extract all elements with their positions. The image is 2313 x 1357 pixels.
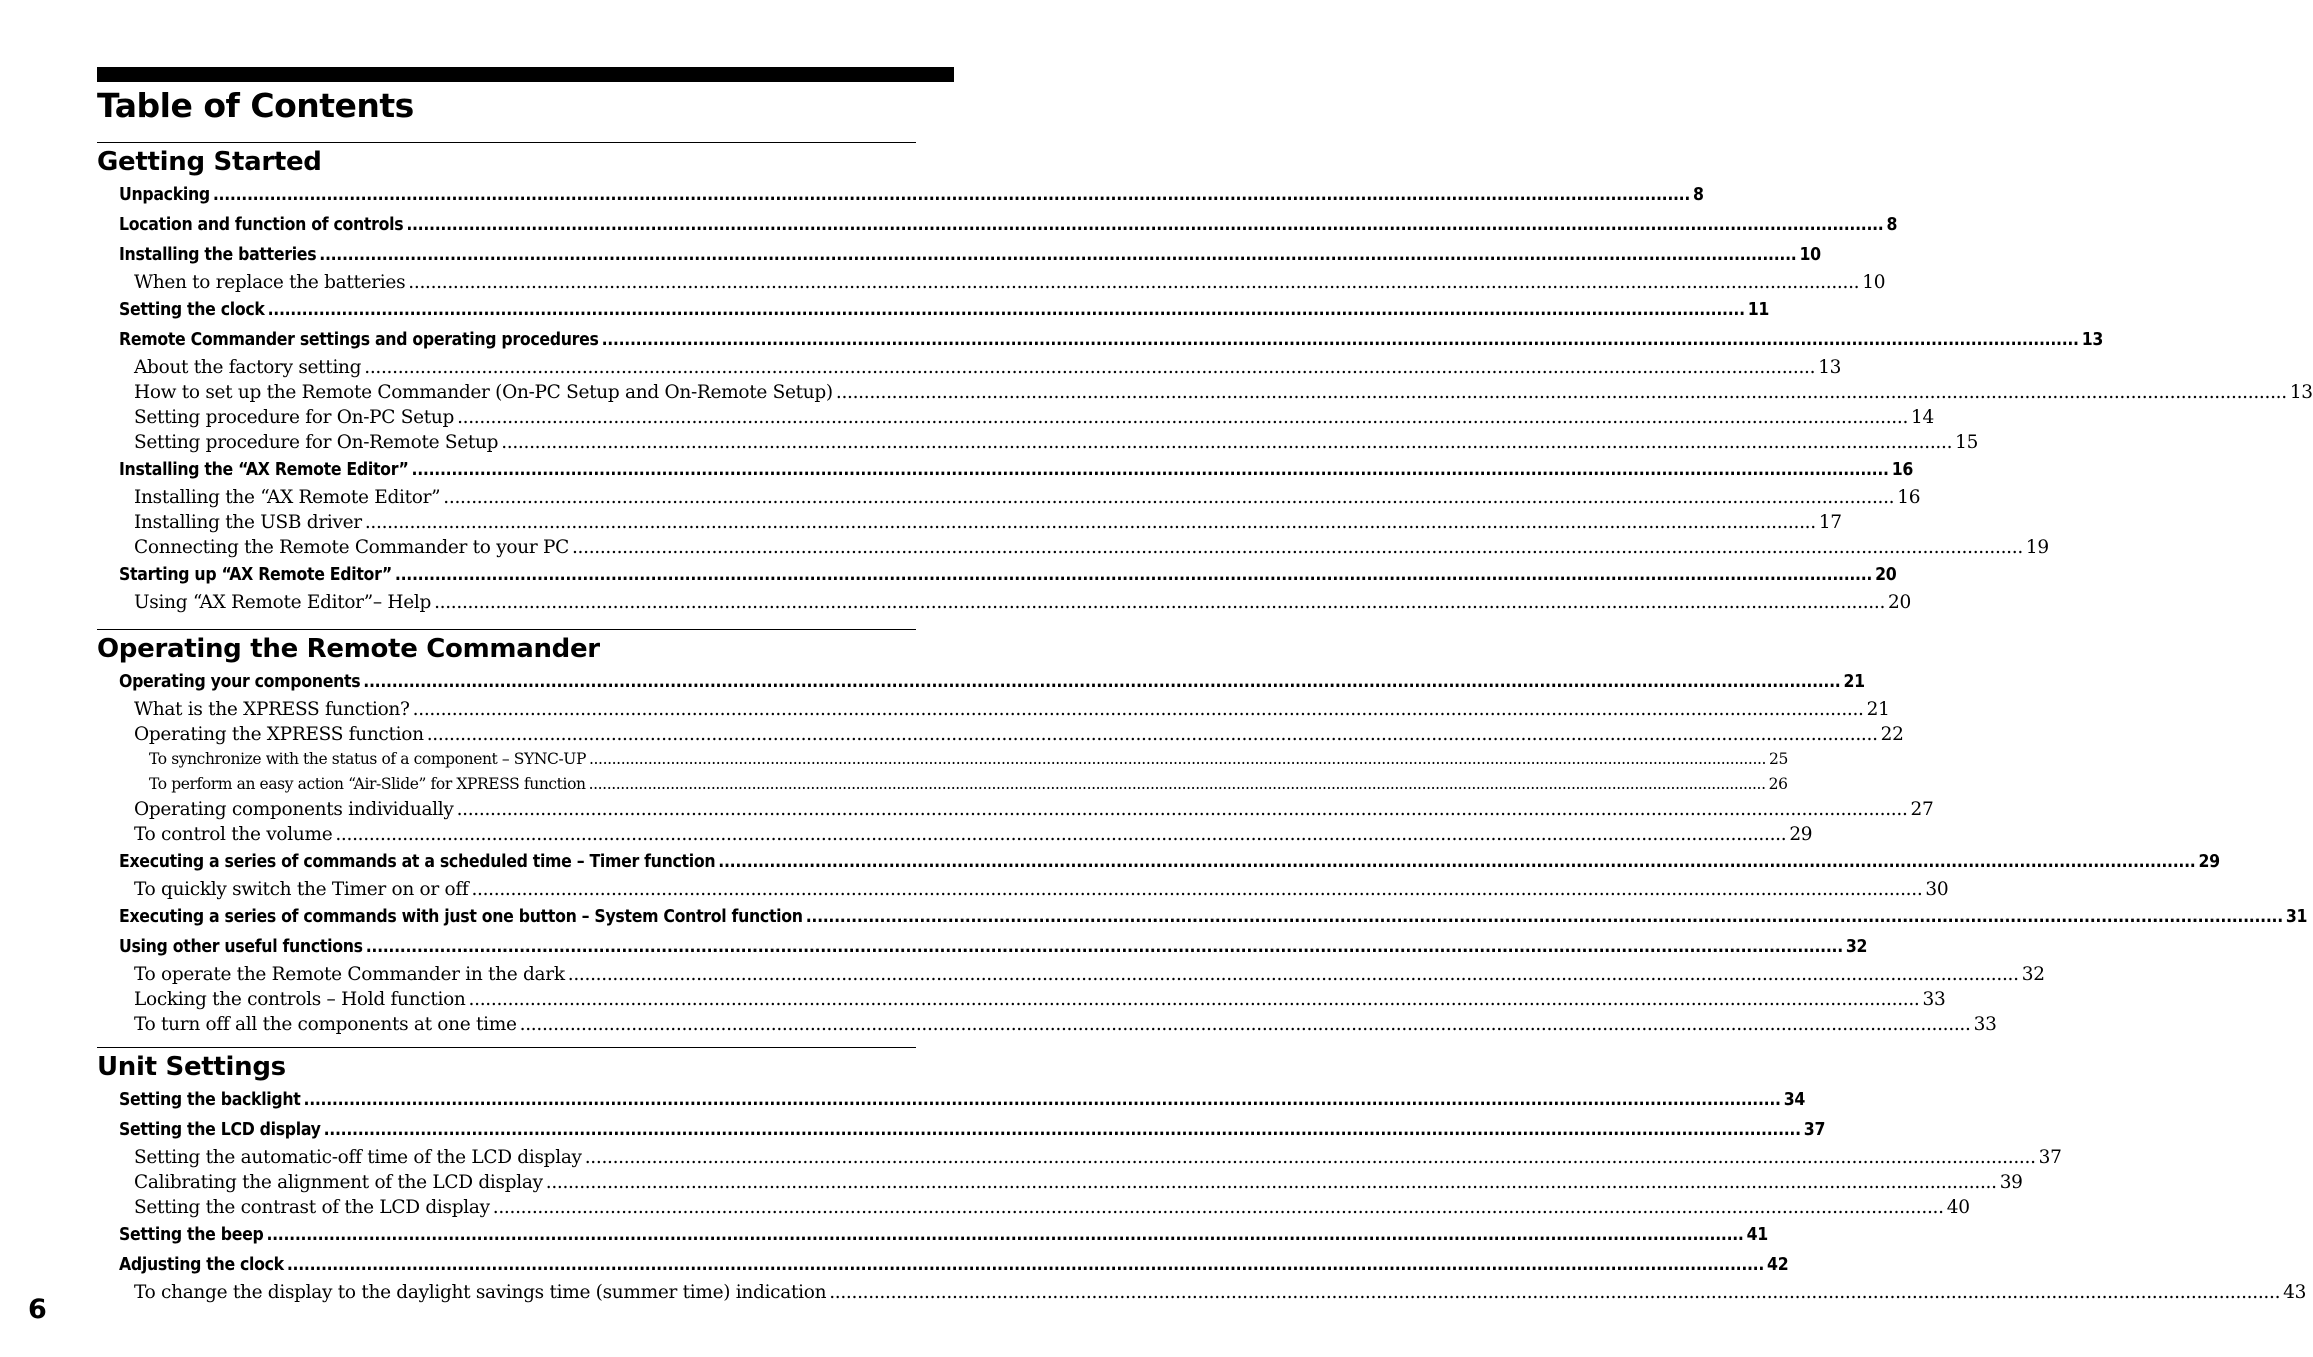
toc-entry-label: To change the display to the daylight savings time (summer time) indication: [134, 1282, 827, 1303]
dot-leader: ....................................................................................................................................................................................................................................................................: [601, 330, 2079, 350]
toc-entry-page: 39: [1999, 1172, 2023, 1193]
dot-leader: ....................................................................................................................................................................................................................................................................: [266, 1225, 1744, 1245]
toc-entry-label: Setting the contrast of the LCD display: [134, 1197, 490, 1218]
toc-entry-level-1: [97, 902, 2308, 932]
toc-entry-page: 16: [1897, 487, 1921, 508]
toc-entry-level-2: [97, 405, 1934, 430]
toc-entry-label: Operating the XPRESS function: [134, 724, 424, 745]
toc-entry-page: 40: [1946, 1197, 1970, 1218]
dot-leader: ....................................................................................................................................................................................................................................................................: [212, 185, 1691, 205]
toc-entry-page: 26: [1768, 775, 1788, 793]
dot-leader: ....................................................................................................................................................................................................................................................................: [323, 1120, 1801, 1140]
toc-entry-level-1: [97, 240, 1821, 270]
toc-entry-label: Connecting the Remote Commander to your PC: [134, 537, 569, 558]
toc-entry-page: 30: [1925, 879, 1949, 900]
toc-entry-page: 8: [1693, 185, 1704, 205]
toc-entry-page: 41: [1746, 1225, 1768, 1245]
toc-entry-page: 10: [1799, 245, 1821, 265]
toc-entry-level-1: [97, 180, 1704, 210]
toc-entry-level-1: [97, 1220, 1768, 1250]
toc-entry-label: To perform an easy action “Air-Slide” for XPRESS function: [149, 775, 586, 793]
toc-entry-page: 21: [1843, 672, 1865, 692]
dot-leader: ....................................................................................................................................................................................................................................................................: [335, 824, 1787, 845]
toc-entry-level-1: [97, 1085, 1806, 1115]
toc-entry-level-3: [97, 747, 1788, 772]
dot-leader: ....................................................................................................................................................................................................................................................................: [835, 382, 2287, 403]
toc-entry-level-2: [97, 590, 1911, 615]
toc-entry-level-1: [97, 667, 1865, 697]
toc-entry-level-1: [97, 210, 1898, 240]
toc-entry-label: Using “AX Remote Editor”– Help: [134, 592, 432, 613]
toc-entry-page: 32: [2021, 964, 2045, 985]
toc-entry-label: Operating your components: [119, 672, 361, 692]
toc-entry-page: 8: [1886, 215, 1898, 235]
toc-entry-level-1: [97, 847, 2220, 877]
toc-entry-label: Using other useful functions: [119, 937, 363, 957]
toc-entry-level-2: [97, 535, 2049, 560]
toc-section-operating-the-remote-commander: [97, 629, 2308, 1037]
dot-leader: ....................................................................................................................................................................................................................................................................: [456, 799, 1908, 820]
dot-leader: ....................................................................................................................................................................................................................................................................: [443, 487, 1895, 508]
toc-entry-page: 14: [1911, 407, 1934, 428]
toc-entry-label: Location and function of controls: [119, 215, 404, 235]
section-title: Getting Started: [97, 147, 322, 177]
toc-entry-label: When to replace the batteries: [134, 272, 406, 293]
toc-entry-label: Executing a series of commands with just one button – System Control function: [119, 907, 803, 927]
dot-leader: ....................................................................................................................................................................................................................................................................: [406, 215, 1884, 235]
toc-entry-label: Installing the “AX Remote Editor”: [119, 460, 409, 480]
dot-leader: ....................................................................................................................................................................................................................................................................: [364, 357, 1816, 378]
toc-entry-level-2: [97, 270, 1886, 295]
toc-entry-level-2: [97, 797, 1934, 822]
toc-entry-label: What is the XPRESS function?: [134, 699, 410, 720]
toc-entry-page: 37: [1803, 1120, 1826, 1140]
dot-leader: ....................................................................................................................................................................................................................................................................: [589, 750, 1767, 768]
toc-entry-label: Starting up “AX Remote Editor”: [119, 565, 392, 585]
dot-leader: ....................................................................................................................................................................................................................................................................: [411, 460, 1889, 480]
toc-entry-level-2: [97, 987, 1946, 1012]
section-divider: [97, 1047, 916, 1048]
toc-entry-level-1: [97, 932, 1868, 962]
toc-entry-level-1: [97, 295, 1770, 325]
section-entries: [97, 1085, 2307, 1305]
toc-entry-label: Unpacking: [119, 185, 210, 205]
section-entries: [97, 180, 2313, 615]
dot-leader: ....................................................................................................................................................................................................................................................................: [365, 937, 1843, 957]
toc-entry-level-2: [97, 355, 1842, 380]
section-title: Unit Settings: [97, 1052, 286, 1082]
section-title: Operating the Remote Commander: [97, 634, 600, 664]
dot-leader: ....................................................................................................................................................................................................................................................................: [303, 1090, 1781, 1110]
toc-entry-page: 31: [2285, 907, 2308, 927]
toc-entry-level-2: [97, 510, 1842, 535]
toc-entry-page: 29: [2198, 852, 2220, 872]
toc-entry-level-2: [97, 430, 1979, 455]
toc-entry-label: Setting the beep: [119, 1225, 264, 1245]
dot-leader: ....................................................................................................................................................................................................................................................................: [519, 1014, 1971, 1035]
toc-entry-page: 25: [1769, 750, 1788, 768]
toc-entry-level-2: [97, 1145, 2062, 1170]
toc-entry-page: 20: [1875, 565, 1897, 585]
toc-entry-label: To control the volume: [134, 824, 333, 845]
toc-entry-page: 10: [1862, 272, 1886, 293]
section-divider: [97, 142, 916, 143]
toc-entry-label: To turn off all the components at one time: [134, 1014, 517, 1035]
dot-leader: ....................................................................................................................................................................................................................................................................: [501, 432, 1953, 453]
page-title: Table of Contents: [97, 86, 414, 125]
toc-entry-label: Installing the USB driver: [134, 512, 362, 533]
dot-leader: ....................................................................................................................................................................................................................................................................: [492, 1197, 1944, 1218]
toc-entry-level-2: [97, 697, 1890, 722]
dot-leader: ....................................................................................................................................................................................................................................................................: [471, 879, 1923, 900]
section-entries: [97, 667, 2308, 1037]
dot-leader: ....................................................................................................................................................................................................................................................................: [567, 964, 2019, 985]
header-rule-bar: [97, 67, 954, 82]
toc-entry-label: Remote Commander settings and operating procedures: [119, 330, 599, 350]
toc-entry-label: Setting the clock: [119, 300, 265, 320]
dot-leader: ....................................................................................................................................................................................................................................................................: [412, 699, 1864, 720]
dot-leader: ....................................................................................................................................................................................................................................................................: [805, 907, 2283, 927]
toc-entry-label: To quickly switch the Timer on or off: [134, 879, 469, 900]
dot-leader: ....................................................................................................................................................................................................................................................................: [718, 852, 2196, 872]
toc-entry-page: 37: [2038, 1147, 2062, 1168]
dot-leader: ....................................................................................................................................................................................................................................................................: [829, 1282, 2281, 1303]
dot-leader: ....................................................................................................................................................................................................................................................................: [434, 592, 1886, 613]
toc-entry-label: Setting procedure for On-Remote Setup: [134, 432, 499, 453]
toc-entry-level-2: [97, 1170, 2023, 1195]
toc-entry-page: 13: [2289, 382, 2313, 403]
toc-entry-page: 19: [2025, 537, 2049, 558]
toc-entry-level-2: [97, 962, 2045, 987]
toc-entry-page: 13: [2081, 330, 2104, 350]
toc-entry-level-1: [97, 560, 1897, 590]
toc-entry-level-1: [97, 1250, 1789, 1280]
page-number: 6: [28, 1294, 47, 1325]
toc-entry-level-2: [97, 722, 1904, 747]
toc-entry-label: Setting the automatic-off time of the LCD display: [134, 1147, 582, 1168]
dot-leader: ....................................................................................................................................................................................................................................................................: [584, 1147, 2036, 1168]
toc-entry-label: To synchronize with the status of a component – SYNC-UP: [149, 750, 586, 768]
toc-entry-level-1: [97, 325, 2104, 355]
toc-entry-level-2: [97, 380, 2313, 405]
toc-entry-page: 17: [1818, 512, 1842, 533]
dot-leader: ....................................................................................................................................................................................................................................................................: [364, 512, 1816, 533]
dot-leader: ....................................................................................................................................................................................................................................................................: [468, 989, 1920, 1010]
toc-entry-label: Executing a series of commands at a scheduled time – Timer function: [119, 852, 716, 872]
dot-leader: ....................................................................................................................................................................................................................................................................: [571, 537, 2023, 558]
toc-entry-page: 11: [1747, 300, 1770, 320]
toc-entry-page: 27: [1910, 799, 1934, 820]
dot-leader: ....................................................................................................................................................................................................................................................................: [408, 272, 1860, 293]
dot-leader: ....................................................................................................................................................................................................................................................................: [319, 245, 1797, 265]
toc-section-unit-settings: [97, 1047, 2307, 1305]
toc-entry-label: About the factory setting: [134, 357, 362, 378]
toc-entry-level-2: [97, 1280, 2307, 1305]
toc-entry-level-2: [97, 1012, 1997, 1037]
toc-entry-level-1: [97, 455, 1914, 485]
toc-entry-level-2: [97, 877, 1949, 902]
toc-entry-page: 42: [1767, 1255, 1789, 1275]
toc-entry-page: 21: [1866, 699, 1890, 720]
toc-entry-label: Installing the “AX Remote Editor”: [134, 487, 441, 508]
toc-entry-page: 22: [1880, 724, 1904, 745]
dot-leader: ....................................................................................................................................................................................................................................................................: [267, 300, 1745, 320]
toc-entry-label: Installing the batteries: [119, 245, 317, 265]
toc-entry-page: 33: [1922, 989, 1946, 1010]
toc-entry-level-2: [97, 485, 1921, 510]
toc-entry-page: 32: [1845, 937, 1868, 957]
toc-entry-level-3: [97, 772, 1788, 797]
dot-leader: ....................................................................................................................................................................................................................................................................: [363, 672, 1841, 692]
toc-entry-label: Locking the controls – Hold function: [134, 989, 466, 1010]
toc-section-getting-started: [97, 142, 2313, 615]
toc-entry-page: 33: [1973, 1014, 1997, 1035]
toc-entry-label: Operating components individually: [134, 799, 454, 820]
dot-leader: ....................................................................................................................................................................................................................................................................: [545, 1172, 1997, 1193]
dot-leader: ....................................................................................................................................................................................................................................................................: [588, 775, 1766, 793]
toc-entry-page: 13: [1818, 357, 1842, 378]
toc-entry-level-2: [97, 822, 1813, 847]
toc-entry-label: How to set up the Remote Commander (On-PC Setup and On-Remote Setup): [134, 382, 833, 403]
toc-entry-label: Adjusting the clock: [119, 1255, 284, 1275]
dot-leader: ....................................................................................................................................................................................................................................................................: [394, 565, 1873, 585]
dot-leader: ....................................................................................................................................................................................................................................................................: [457, 407, 1909, 428]
toc-entry-label: Setting procedure for On-PC Setup: [134, 407, 455, 428]
toc-entry-page: 29: [1789, 824, 1813, 845]
section-divider: [97, 629, 916, 630]
toc-entry-page: 43: [2283, 1282, 2307, 1303]
toc-entry-label: To operate the Remote Commander in the dark: [134, 964, 565, 985]
dot-leader: ....................................................................................................................................................................................................................................................................: [426, 724, 1878, 745]
toc-entry-page: 16: [1891, 460, 1914, 480]
toc-entry-level-2: [97, 1195, 1970, 1220]
toc-entry-label: Setting the LCD display: [119, 1120, 321, 1140]
toc-entry-page: 34: [1783, 1090, 1806, 1110]
toc-entry-level-1: [97, 1115, 1826, 1145]
toc-entry-label: Setting the backlight: [119, 1090, 301, 1110]
toc-entry-label: Calibrating the alignment of the LCD display: [134, 1172, 543, 1193]
dot-leader: ....................................................................................................................................................................................................................................................................: [286, 1255, 1765, 1275]
toc-entry-page: 15: [1955, 432, 1979, 453]
toc-entry-page: 20: [1888, 592, 1911, 613]
